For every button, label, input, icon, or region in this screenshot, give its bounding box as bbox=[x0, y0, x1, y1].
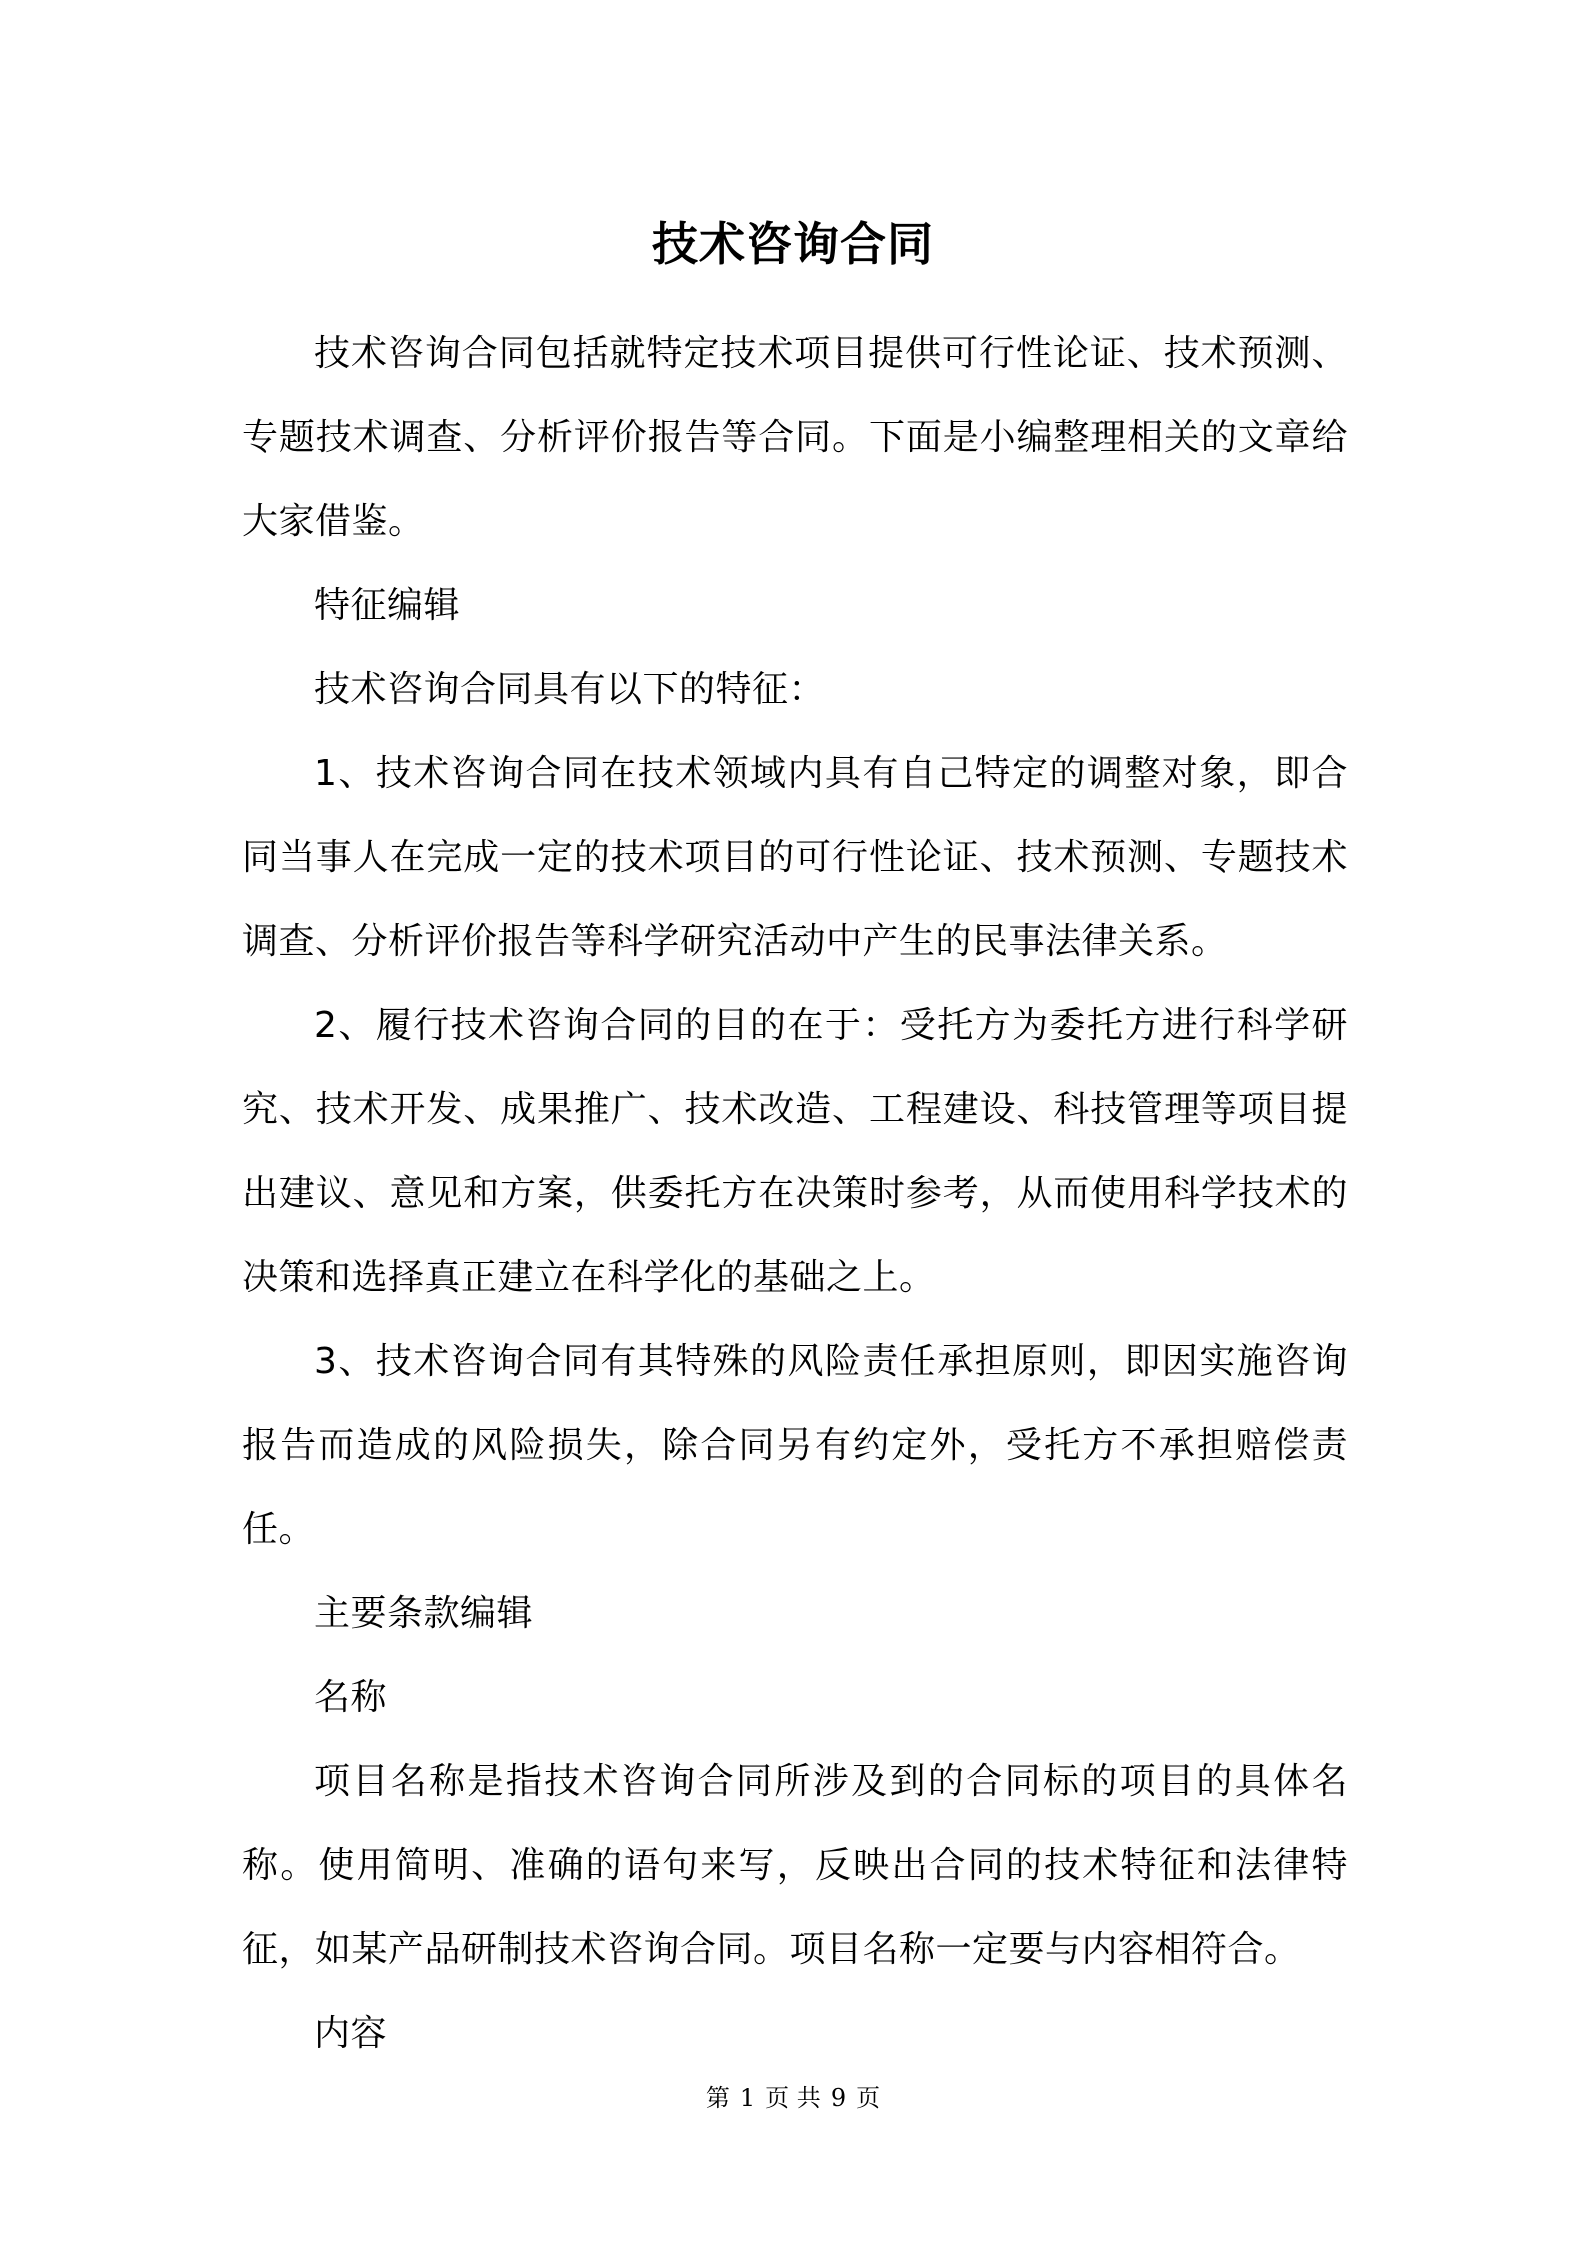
document-body bbox=[242, 312, 1348, 2076]
heading-main-clauses: 主要条款编辑 bbox=[314, 1593, 534, 1634]
footer-total-pages: 9 bbox=[830, 2084, 847, 2112]
paragraph-feature-1: 1、技术咨询合同在技术领域内具有自己特定的调整对象，即合同当事人在完成一定的技术项目的可行性论证、技术预测、专题技术调查、分析评价报告等科学研究活动中产生的民事法律关系。 bbox=[242, 753, 1348, 962]
footer-current-page: 1 bbox=[739, 2084, 756, 2112]
heading-features: 特征编辑 bbox=[314, 585, 461, 626]
paragraph-feature-2: 2、履行技术咨询合同的目的在于：受托方为委托方进行科学研究、技术开发、成果推广、技术改造、工程建设、科技管理等项目提出建议、意见和方案，供委托方在决策时参考，从而使用科学技术的决策和选择真正建立在科学化的基础之上。 bbox=[242, 1005, 1348, 1298]
paragraph-name: 项目名称是指技术咨询合同所涉及到的合同标的项目的具体名称。使用简明、准确的语句来写，反映出合同的技术特征和法律特征，如某产品研制技术咨询合同。项目名称一定要与内容相符合。 bbox=[242, 1761, 1348, 1970]
heading-content: 内容 bbox=[314, 2013, 388, 2054]
footer-suffix: 页 bbox=[856, 2084, 881, 2112]
document-title: 技术咨询合同 bbox=[652, 217, 934, 271]
page-footer bbox=[0, 2080, 1586, 2116]
paragraph-feature-3: 3、技术咨询合同有其特殊的风险责任承担原则，即因实施咨询报告而造成的风险损失，除合同另有约定外，受托方不承担赔偿责任。 bbox=[242, 1341, 1348, 1550]
footer-middle: 页 共 bbox=[765, 2084, 821, 2112]
heading-name: 名称 bbox=[314, 1677, 388, 1718]
paragraph-intro: 技术咨询合同包括就特定技术项目提供可行性论证、技术预测、专题技术调查、分析评价报告等合同。下面是小编整理相关的文章给大家借鉴。 bbox=[242, 333, 1348, 542]
footer-prefix: 第 bbox=[705, 2084, 730, 2112]
paragraph-features-lead: 技术咨询合同具有以下的特征： bbox=[314, 669, 826, 710]
